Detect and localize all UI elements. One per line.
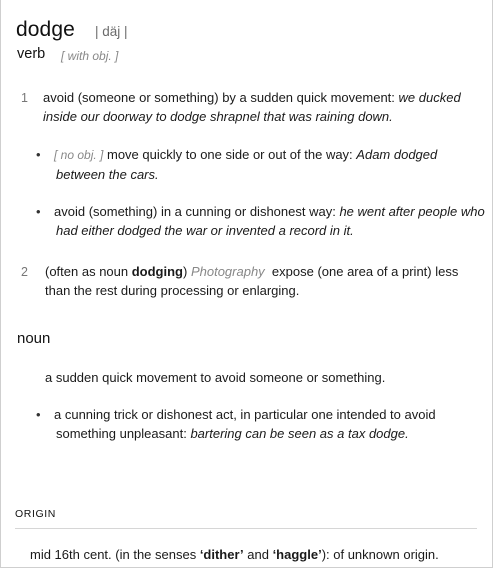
origin-divider: [15, 528, 477, 529]
headword: dodge: [16, 18, 75, 41]
sense-2-bold-word: dodging: [131, 264, 183, 279]
sense-1-definition: [43, 88, 481, 126]
subsense-1a-grammar: [ no obj. ]: [54, 148, 104, 162]
bullet-icon: •: [36, 147, 41, 162]
noun-subsense-text: a cunning trick or dishonest act, in particular one intended to avoid something unpleasant:: [54, 407, 436, 441]
subsense-1b-example: he went after people who had either dodged the war or invented a record in it.: [56, 204, 485, 238]
sense-2-text: expose (one area of a print) less than the rest during processing or enlarging.: [45, 264, 462, 298]
sense-1-text: avoid (someone or something) by a sudden quick movement:: [43, 90, 399, 105]
noun-definition: a sudden quick movement to avoid someone or something.: [45, 370, 386, 385]
subsense-1a-example: Adam dodged between the cars.: [56, 147, 438, 182]
sense-2-prefix: (often as noun: [45, 264, 132, 279]
subsense-1b-text: avoid (something) in a cunning or dishonest way:: [54, 204, 340, 219]
part-of-speech-verb: verb: [17, 46, 46, 62]
origin-text: [30, 547, 439, 562]
sense-1-example: we ducked inside our doorway to dodge shrapnel that was raining down.: [43, 90, 461, 124]
sense-2-register: Photography: [190, 264, 265, 279]
noun-subsense-example: bartering can be seen as a tax dodge.: [190, 426, 409, 441]
part-of-speech-noun: noun: [17, 330, 51, 347]
origin-text-mid: and: [243, 547, 273, 562]
sense-number-2: 2: [21, 265, 28, 279]
origin-text-end: ): of unknown origin.: [321, 547, 439, 562]
origin-word-dither: ‘dither’: [199, 547, 244, 562]
sense-number-1: 1: [21, 91, 28, 105]
verb-grammar-note: [ with obj. ]: [61, 49, 119, 63]
subsense-1a-text: move quickly to one side or out of the way:: [103, 147, 357, 162]
pronunciation: | däj |: [95, 24, 128, 39]
origin-word-haggle: ‘haggle’: [272, 547, 322, 562]
sense-2-suffix: ): [183, 264, 191, 279]
origin-text-start: mid 16th cent. (in the senses: [30, 547, 200, 562]
subsense-1a: [36, 145, 488, 184]
bullet-icon: •: [36, 204, 41, 219]
sense-2-definition: [45, 262, 481, 300]
noun-subsense: [36, 405, 488, 443]
bullet-icon: •: [36, 407, 41, 422]
subsense-1b: [36, 202, 488, 240]
origin-label: ORIGIN: [15, 508, 56, 520]
